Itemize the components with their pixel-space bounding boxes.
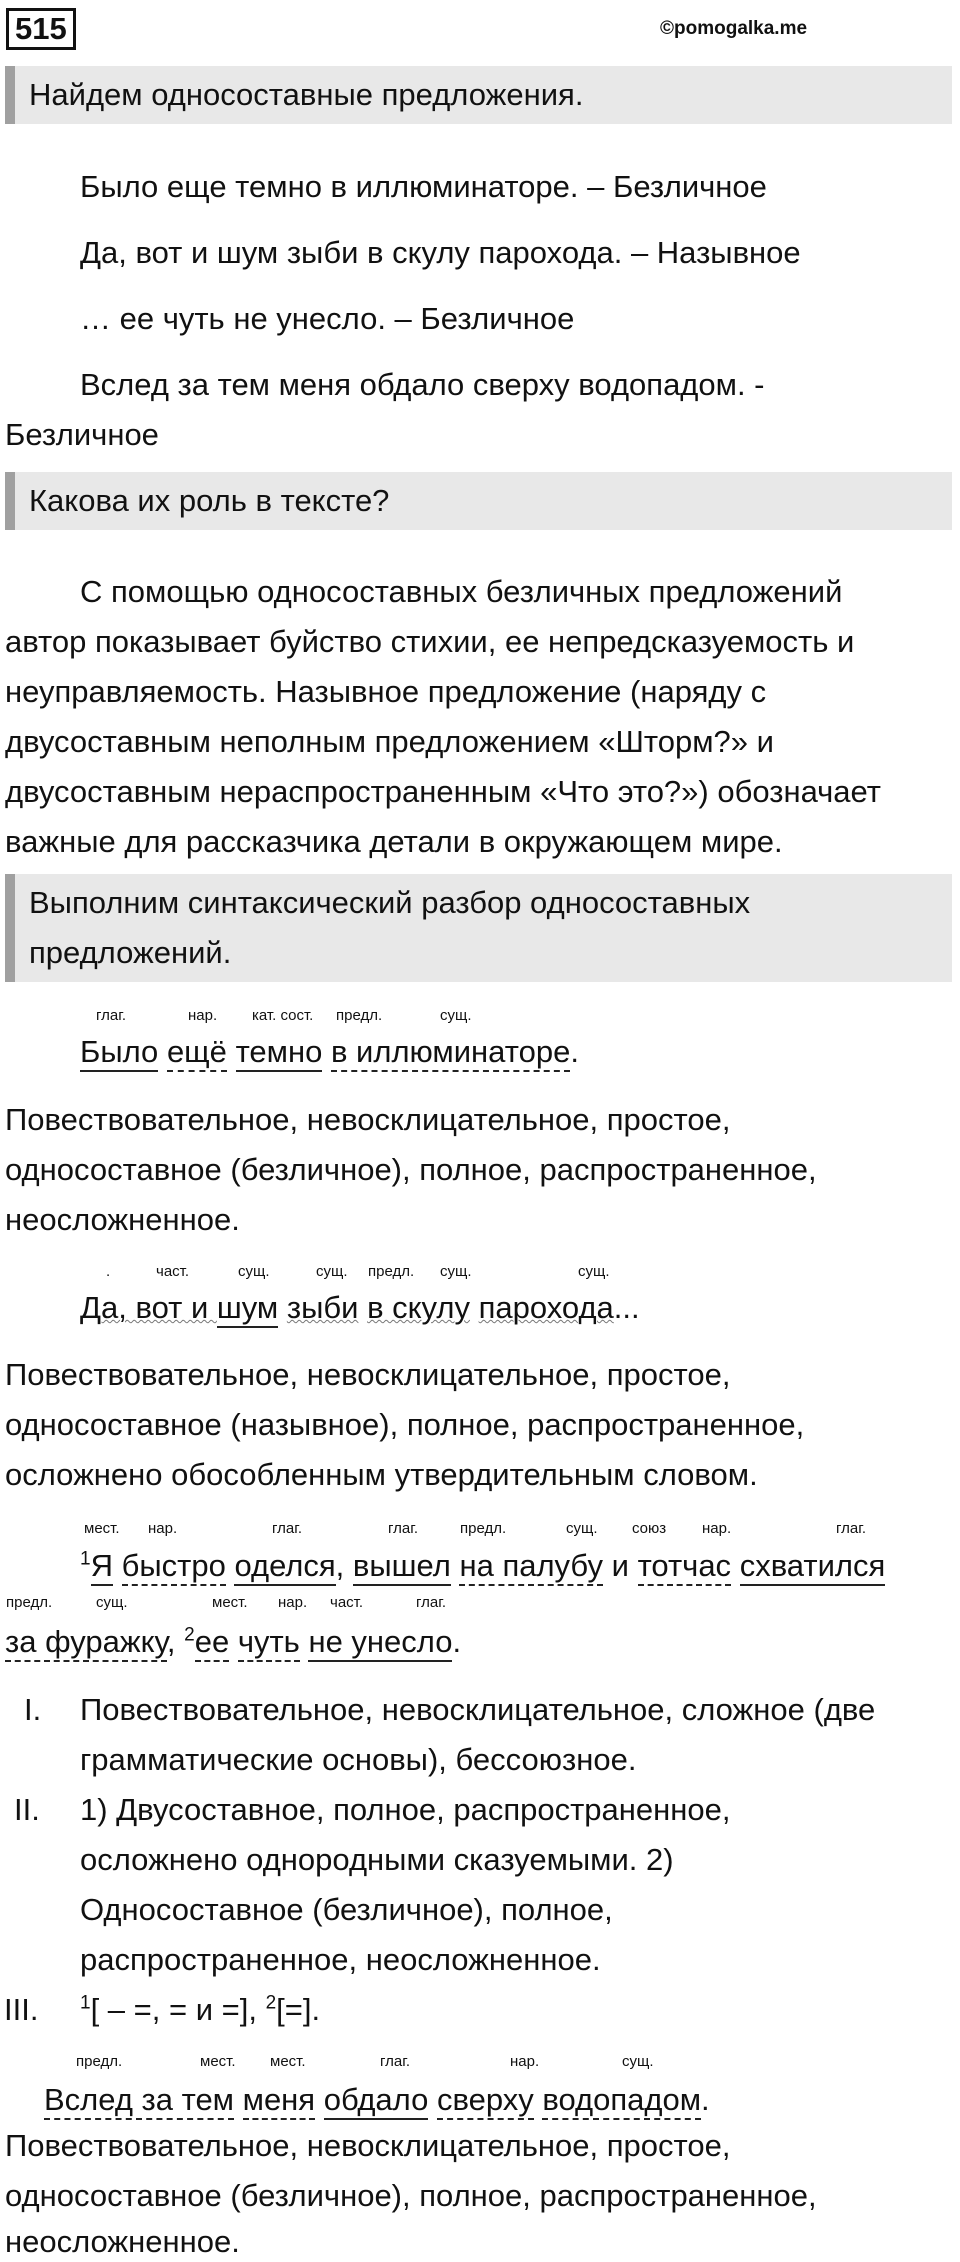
pos-label: мест.: [270, 2053, 306, 2070]
list-text: 1) Двусоставное, полное, распространенное,: [80, 1792, 731, 1827]
pos-label: сущ.: [238, 1263, 270, 1280]
header-line: Выполним синтаксический разбор односоставных: [29, 885, 751, 920]
pos-label: част.: [330, 1594, 364, 1611]
pos-label: част.: [156, 1263, 190, 1280]
list-marker: I.: [24, 1692, 42, 1727]
object-word: ее: [195, 1624, 229, 1662]
punctuation: ,: [166, 1624, 185, 1659]
section-header-find: Найдем односоставные предложения.: [5, 66, 952, 124]
adverbial-word: сверху: [437, 2082, 534, 2120]
section-header-role: Какова их роль в тексте?: [5, 472, 952, 530]
section-header-parse: [5, 874, 952, 982]
object-word: меня: [243, 2082, 315, 2120]
adverbial-word: тотчас: [638, 1548, 732, 1586]
pos-label: предл.: [368, 1263, 415, 1280]
adverbial-word: Вслед за тем: [44, 2082, 234, 2120]
punctuation: ,: [335, 1548, 345, 1583]
predicate-word: Было: [80, 1034, 158, 1072]
text-line: Да, вот и шум зыби в скулу парохода. – Назывное: [80, 235, 801, 270]
predicate-word: оделся: [234, 1548, 335, 1586]
clause-number: 1: [80, 1548, 91, 1570]
text-line: … ее чуть не унесло. – Безличное: [80, 301, 575, 336]
analysis-line: Повествовательное, невосклицательное, простое,: [5, 1102, 731, 1137]
site-watermark: ©pomogalka.me: [660, 18, 808, 39]
pos-label: нар.: [702, 1520, 732, 1537]
predicate-word: темно: [236, 1034, 323, 1072]
adverbial-word: на палубу: [459, 1548, 603, 1586]
adverbial-word: ещё: [167, 1034, 227, 1072]
pos-label: мест.: [84, 1520, 120, 1537]
pos-label: глаг.: [836, 1520, 867, 1537]
predicate-word: схватился: [740, 1548, 886, 1586]
conjunction-word: и: [611, 1548, 629, 1583]
attribute-word: парохода: [478, 1290, 614, 1325]
list-text: распространенное, неосложненное.: [80, 1942, 601, 1977]
pos-label: союз: [632, 1520, 667, 1537]
text-line: Было еще темно в иллюминаторе. – Безличное: [80, 169, 767, 204]
punctuation: ...: [613, 1290, 640, 1325]
list-text: Повествовательное, невосклицательное, сложное (две: [80, 1692, 876, 1727]
punctuation: .: [570, 1034, 579, 1069]
pos-label: сущ.: [566, 1520, 598, 1537]
adverbial-word: чуть: [238, 1624, 300, 1662]
paragraph-line: двусоставным неполным предложением «Шторм?» и: [5, 724, 774, 759]
scheme-part: [=].: [276, 1992, 321, 2027]
punctuation: .: [452, 1624, 462, 1659]
task-number: 515: [6, 8, 76, 50]
pos-label: глаг.: [380, 2053, 411, 2070]
pos-label: кат. сост.: [252, 1007, 314, 1024]
pos-label: нар.: [278, 1594, 308, 1611]
object-word: водопадом: [542, 2082, 701, 2120]
pos-label: глаг.: [416, 1594, 447, 1611]
parsed-sentence: [80, 1288, 640, 1328]
paragraph-line: важные для рассказчика детали в окружающем мире.: [5, 824, 783, 859]
pos-label: глаг.: [96, 1007, 127, 1024]
clause-number: 1: [80, 1992, 91, 2014]
analysis-line: неосложненное.: [5, 2224, 240, 2259]
attribute-word: зыби: [286, 1290, 359, 1325]
punctuation: .: [701, 2082, 710, 2117]
pos-label: сущ.: [316, 1263, 348, 1280]
parsed-sentence: [44, 2080, 710, 2120]
analysis-line: осложнено обособленным утвердительным словом.: [5, 1457, 758, 1492]
object-word: за фуражку: [5, 1624, 167, 1662]
paragraph-line: неуправляемость. Назывное предложение (наряду с: [5, 674, 767, 709]
attribute-word: в скулу: [367, 1290, 470, 1325]
list-marker: II.: [14, 1792, 40, 1827]
adverbial-word: быстро: [122, 1548, 226, 1586]
clause-number: 2: [184, 1624, 195, 1646]
pos-label: .: [106, 1263, 111, 1280]
pos-label: сущ.: [440, 1007, 472, 1024]
parsed-sentence-line2: [5, 1622, 461, 1662]
adverbial-word: в иллюминаторе: [331, 1034, 570, 1072]
analysis-line: односоставное (безличное), полное, распространенное,: [5, 1152, 817, 1187]
paragraph-line: двусоставным нераспространенным «Что это?») обозначает: [5, 774, 881, 809]
sentence-scheme: [80, 1990, 320, 2030]
analysis-line: односоставное (назывное), полное, распространенное,: [5, 1407, 805, 1442]
text-line: Безличное: [5, 417, 159, 452]
pos-label: сущ.: [622, 2053, 654, 2070]
pos-label: нар.: [510, 2053, 540, 2070]
pos-label: сущ.: [578, 1263, 610, 1280]
pos-label: мест.: [200, 2053, 236, 2070]
text-line: Вслед за тем меня обдало сверху водопадом. -: [80, 367, 765, 402]
pos-label: нар.: [188, 1007, 218, 1024]
pos-label: сущ.: [96, 1594, 128, 1611]
subject-word: шум: [217, 1290, 278, 1328]
subject-word: Я: [91, 1548, 113, 1586]
pos-label: предл.: [336, 1007, 383, 1024]
analysis-line: Повествовательное, невосклицательное, простое,: [5, 2128, 731, 2163]
paragraph-line: С помощью односоставных безличных предложений: [80, 574, 843, 609]
plain-words: Да, вот и: [80, 1290, 217, 1325]
pos-label: глаг.: [272, 1520, 303, 1537]
analysis-line: Повествовательное, невосклицательное, простое,: [5, 1357, 731, 1392]
parsed-sentence: [80, 1032, 579, 1072]
pos-label: предл.: [76, 2053, 123, 2070]
predicate-word: вышел: [353, 1548, 451, 1586]
analysis-line: неосложненное.: [5, 1202, 240, 1237]
list-text: Односоставное (безличное), полное,: [80, 1892, 613, 1927]
list-marker: III.: [4, 1992, 39, 2027]
scheme-part: [ – =, = и =],: [90, 1992, 266, 2027]
analysis-line: односоставное (безличное), полное, распространенное,: [5, 2178, 817, 2213]
header-line: предложений.: [29, 935, 232, 970]
clause-number: 2: [265, 1992, 277, 2014]
pos-label: мест.: [212, 1594, 248, 1611]
pos-label: нар.: [148, 1520, 178, 1537]
pos-label: сущ.: [440, 1263, 472, 1280]
parsed-sentence-line1: [80, 1546, 885, 1586]
predicate-word: обдало: [324, 2082, 429, 2120]
list-text: осложнено однородными сказуемыми. 2): [80, 1842, 674, 1877]
pos-label: предл.: [460, 1520, 507, 1537]
paragraph-line: автор показывает буйство стихии, ее непредсказуемость и: [5, 624, 855, 659]
pos-label: глаг.: [388, 1520, 419, 1537]
pos-label: предл.: [6, 1594, 53, 1611]
predicate-word: не унесло: [308, 1624, 452, 1662]
list-text: грамматические основы), бессоюзное.: [80, 1742, 637, 1777]
